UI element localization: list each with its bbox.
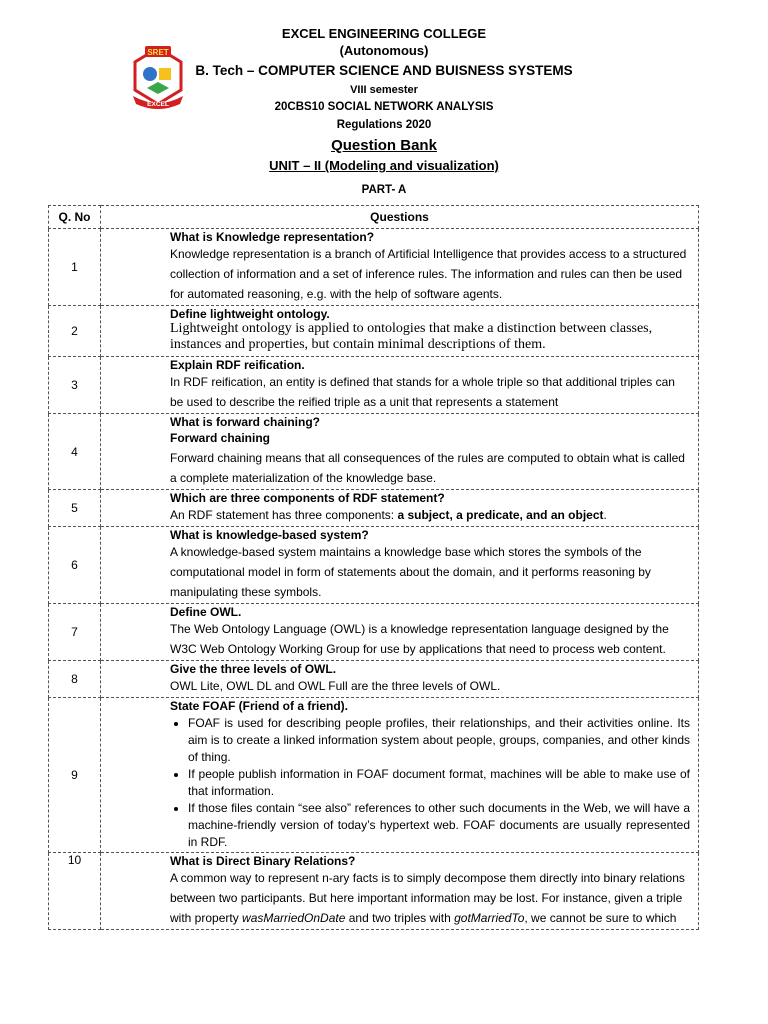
answer-text: In RDF reification, an entity is defined that stands for a whole triple so that additional triples can be used to describe the reified triple as a unit that represents a statement [170,375,675,409]
table-row [49,604,699,661]
answer-text: Forward chaining means that all consequences of the rules are computed to obtain what is called a complete materialization of the knowledge base. [170,451,685,485]
question-text: What is Knowledge representation? [170,230,375,244]
answer-text-part: An RDF statement has three components: [170,508,398,522]
answer-text [170,505,690,525]
question-text: Define lightweight ontology. [170,307,330,321]
table-row [49,414,699,490]
programme-name: B. Tech – COMPUTER SCIENCE AND BUISNESS SYSTEMS [195,63,573,78]
regulations: Regulations 2020 [336,119,432,131]
table-header-row [49,206,699,229]
question-cell [101,661,699,698]
question-cell [101,698,699,853]
question-text: What is Direct Binary Relations? [170,854,356,868]
question-number: 4 [49,414,101,490]
question-cell [101,357,699,414]
answer-italic: wasMarriedOnDate [242,911,346,925]
question-number: 2 [49,306,101,357]
answer-text: The Web Ontology Language (OWL) is a knowledge representation language designed by the W3C Web Ontology Working Group for use by applications that need to process web content. [170,622,669,656]
college-name: EXCEL ENGINEERING COLLEGE [281,26,487,41]
table-row [49,527,699,604]
answer-text-part: , we cannot be sure to which [524,911,677,925]
table-row [49,490,699,527]
question-number: 3 [49,357,101,414]
question-table [48,205,699,930]
question-text: State FOAF (Friend of a friend). [170,699,349,713]
answer-text: Knowledge representation is a branch of Artificial Intelligence that provides access to a structured collection of information and a set of inference rules. The information and rules can then be used for automated reasoning, e.g. with the help of software agents. [170,247,687,301]
list-item: • If those files contain “see also” references to other such documents in the Web, we will have a machine-friendly version of today’s hypertext web. FOAF documents are usually represented in RDF. [188,800,690,851]
question-cell [101,490,699,527]
course-name: 20CBS10 SOCIAL NETWORK ANALYSIS [274,101,494,113]
question-cell [101,306,699,357]
table-row [49,698,699,853]
question-cell [101,229,699,306]
unit-title: UNIT – II (Modeling and visualization) [269,158,499,173]
list-item: • FOAF is used for describing people profiles, their relationships, and their activities online. Its aim is to create a linked information system about people, groups, companies, and other kinds of thing. [188,715,690,766]
answer-text: Lightweight ontology is applied to ontologies that make a distinction between classes, instances and properties, but contain minimal descriptions of them. [170,321,653,352]
question-number: 9 [49,698,101,853]
semester: VIII semester [350,84,418,96]
question-cell [101,853,699,930]
question-cell [101,527,699,604]
document-title: Question Bank [331,137,437,154]
question-text: Give the three levels of OWL. [170,662,337,676]
table-row [49,229,699,306]
bullet-list [170,715,690,851]
answer-text [170,868,690,928]
part-heading: PART- A [361,184,407,196]
answer-italic: gotMarriedTo [454,911,525,925]
list-item: • If people publish information in FOAF document format, machines will be able to make use of that information. [188,766,690,800]
table-row [49,853,699,930]
answer-subheading: Forward chaining [170,431,271,445]
question-number: 5 [49,490,101,527]
answer-text-part: . [603,508,607,522]
logo-bottom-text: EXCEL [147,101,169,108]
logo-top-text: SRET [147,48,169,57]
answer-text: OWL Lite, OWL DL and OWL Full are the three levels of OWL. [170,679,501,693]
question-text: Which are three components of RDF statement? [170,491,445,505]
question-number: 7 [49,604,101,661]
question-text: What is knowledge-based system? [170,528,369,542]
question-cell [101,604,699,661]
question-number: 6 [49,527,101,604]
question-text: What is forward chaining? [170,415,321,429]
table-row [49,661,699,698]
question-cell [101,414,699,490]
question-number: 10 [49,853,101,930]
college-status: (Autonomous) [339,43,429,58]
column-header-qno: Q. No [49,206,101,229]
question-text: Explain RDF reification. [170,358,305,372]
answer-emphasis: a subject, a predicate, and an object [397,508,604,522]
answer-text-part: A common way to represent n-ary facts is to simply decompose them directly into binary relations between two participants. But here important information may be lost. For instance, given a triple with property [170,871,685,925]
table-row [49,306,699,357]
answer-text-part: and two triples with [345,911,455,925]
question-number: 8 [49,661,101,698]
answer-text: A knowledge-based system maintains a knowledge base which stores the symbols of the computational model in form of statements about the domain, and it performs reasoning by manipulating these symbols. [170,545,651,599]
table-row [49,357,699,414]
column-header-questions: Questions [101,206,699,229]
question-text: Define OWL. [170,605,242,619]
question-number: 1 [49,229,101,306]
